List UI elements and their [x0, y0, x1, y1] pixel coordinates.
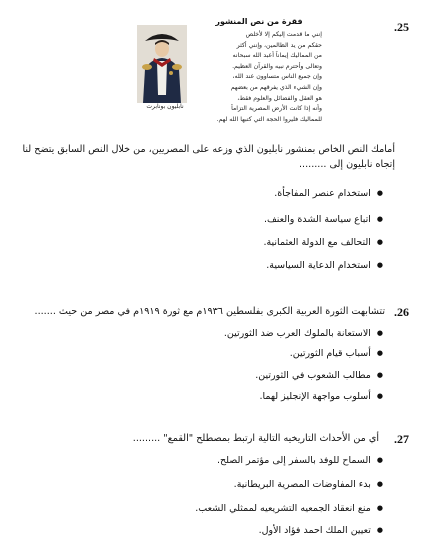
question-26-text: تتشابهت الثورة العربية الكبرى بفلسطين ١٩٣٦م مع ثورة ١٩١٩م في مصر من حيث ....... — [34, 306, 385, 317]
question-26-number: .26 — [394, 305, 409, 319]
q27-option[interactable] — [234, 478, 383, 491]
option-label: أسلوب مواجهة الإنجليز لهما. — [259, 391, 371, 402]
question-25-text-line1: أمامك النص الخاص بمنشور نابليون الذي وزعه على المصريين، من خلال النص السابق يتضح لنا — [22, 144, 395, 155]
option-label: منع انعقاد الجمعيه التشريعيه لممثلي الشعب. — [195, 503, 371, 514]
excerpt-line: هو العقل والفضائل والعلوم فقط، — [237, 94, 322, 102]
option-label: بدء المفاوضات المصرية البريطانية. — [233, 479, 371, 490]
excerpt-line: إنني ما قدمت إليكم إلا لأخلص — [245, 31, 322, 38]
excerpt-title: فقرة من نص المنشور — [215, 17, 303, 26]
option-label: استخدام عنصر المفاجأة. — [274, 188, 371, 199]
q25-option[interactable] — [274, 187, 383, 200]
excerpt-line: حقكم من يد الظالمين، وإنني أكثر — [236, 41, 322, 49]
q26-option[interactable] — [255, 369, 383, 382]
question-25-text-line2: إتجاه نابليون إلى ......... — [299, 159, 395, 170]
option-label: السماح للوفد بالسفر إلى مؤتمر الصلح. — [216, 455, 371, 466]
bullet-icon: ● — [376, 480, 383, 488]
option-label: أسباب قيام الثورتين. — [289, 348, 371, 359]
option-label: التحالف مع الدولة العثمانية. — [263, 237, 371, 248]
q27-option[interactable] — [259, 524, 383, 537]
question-27-number: .27 — [394, 432, 409, 446]
excerpt-line: وتعالى وأحترم نبيه والقرآن العظيم. — [232, 62, 322, 70]
bullet-icon: ● — [376, 189, 383, 197]
excerpt-line: للمماليك فليروا الحجة التي كتبها الله لهم. — [216, 115, 322, 123]
q27-option[interactable] — [195, 502, 383, 515]
q25-option[interactable] — [263, 236, 383, 249]
napoleon-portrait-drawing — [137, 25, 187, 103]
question-25-number: .25 — [394, 20, 409, 34]
bullet-icon: ● — [376, 261, 383, 269]
option-label: الاستعانة بالملوك العرب ضد الثورتين. — [223, 328, 371, 339]
q26-option[interactable] — [290, 347, 383, 360]
q25-option[interactable] — [264, 213, 383, 226]
q26-option[interactable] — [259, 390, 383, 403]
bullet-icon: ● — [376, 215, 383, 223]
bullet-icon: ● — [376, 526, 383, 534]
bullet-icon: ● — [376, 392, 383, 400]
portrait-caption: نابليون بونابرت — [146, 103, 184, 110]
bullet-icon: ● — [376, 371, 383, 379]
excerpt-line: وأنه إذا كانت الأرض المصرية التزاماً — [231, 105, 322, 113]
excerpt-body — [194, 30, 322, 125]
option-label: تعيين الملك احمد فؤاد الأول. — [258, 525, 371, 536]
excerpt-line: وإن جميع الناس متساوون عند الله، — [232, 73, 322, 81]
question-27-text: أي من الأحداث التاريخيه التالية ارتبط بمصطلح "القمع" ......... — [132, 433, 379, 444]
bullet-icon: ● — [376, 504, 383, 512]
q27-option[interactable] — [217, 454, 383, 467]
option-label: مطالب الشعوب في الثورتين. — [255, 370, 371, 381]
bullet-icon: ● — [376, 238, 383, 246]
bullet-icon: ● — [376, 349, 383, 357]
bullet-icon: ● — [376, 456, 383, 464]
napoleon-portrait — [137, 25, 187, 103]
q25-option[interactable] — [266, 259, 383, 272]
excerpt-line: وإن الشيء الذي يفرقهم من بعضهم — [230, 83, 322, 91]
q26-option[interactable] — [224, 327, 383, 340]
option-label: استخدام الدعاية السياسية. — [266, 260, 371, 271]
bullet-icon: ● — [376, 329, 383, 337]
option-label: اتباع سياسة الشدة والعنف. — [263, 214, 371, 225]
excerpt-line: من المماليك إيماناً أعبد الله سبحانه — [232, 52, 322, 60]
